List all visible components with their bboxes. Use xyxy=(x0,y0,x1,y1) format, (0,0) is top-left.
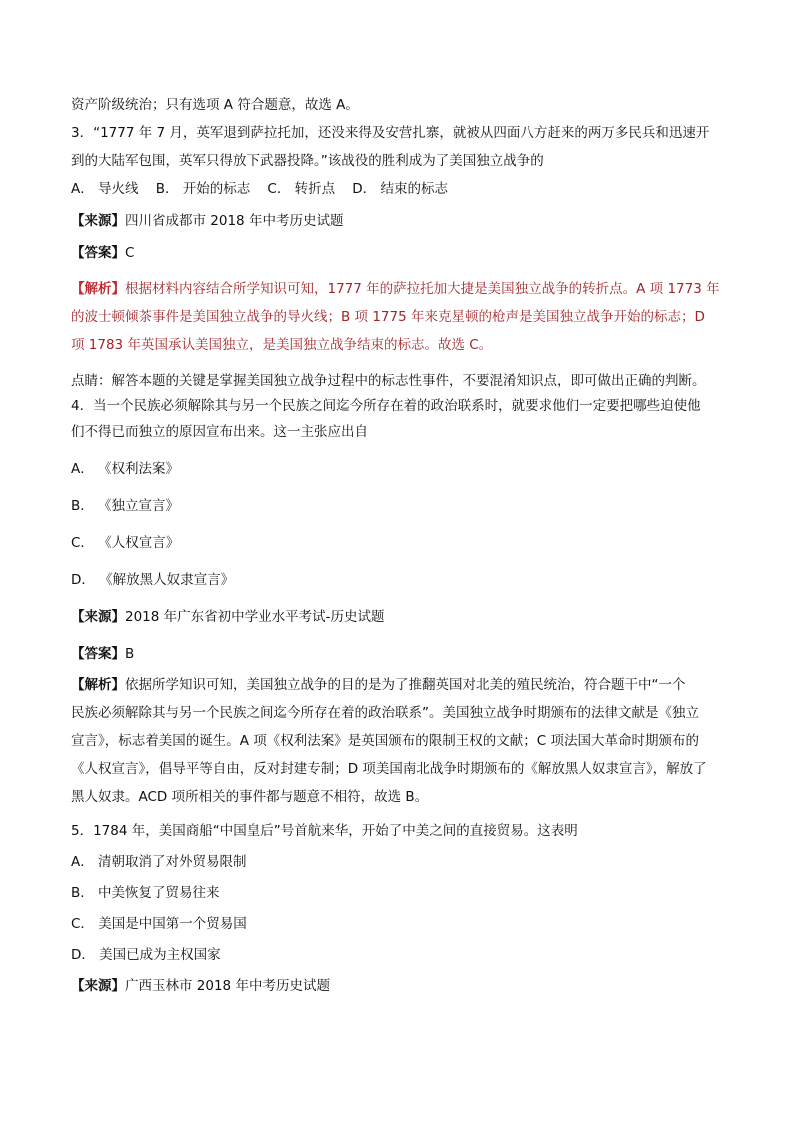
question-5-option-b: B． 中美恢复了贸易往来 xyxy=(71,885,220,901)
question-5-option-a: A． 清朝取消了对外贸易限制 xyxy=(71,854,247,870)
source-text: 2018 年广东省初中学业水平考试-历史试题 xyxy=(125,609,385,625)
analysis-line-1: 依据所学知识可知，美国独立战争的目的是为了推翻英国对北美的殖民统治，符合题干中“一个 xyxy=(125,677,686,693)
question-5-stem: 5．1784 年，美国商船“中国皇后”号首航来华，开始了中美之间的直接贸易。这表明 xyxy=(71,823,578,839)
analysis-line-4: 《人权宣言》，倡导平等自由，反对封建专制；D 项美国南北战争时期颁布的《解放黑人奴隶宣言》，解放了 xyxy=(71,761,707,777)
analysis-line-3: 宣言》，标志着美国的诞生。A 项《权利法案》是英国颁布的限制王权的文献；C 项法国大革命时期颁布的 xyxy=(71,733,699,749)
question-3 xyxy=(71,123,731,391)
source-label: 【来源】 xyxy=(71,978,125,994)
question-5-source xyxy=(71,976,731,996)
question-3-stem-line-2: 到的大陆军包围，英军只得放下武器投降。”该战役的胜利成为了美国独立战争的 xyxy=(71,153,544,169)
question-4-option-b: B． 《独立宣言》 xyxy=(71,498,180,514)
answer-label: 【答案】 xyxy=(71,245,125,261)
document-page xyxy=(71,95,731,996)
source-label: 【来源】 xyxy=(71,609,125,625)
question-4-option-c: C． 《人权宣言》 xyxy=(71,535,180,551)
question-3-analysis xyxy=(71,275,731,359)
answer-value: B xyxy=(125,646,135,662)
answer-value: C xyxy=(125,245,135,261)
analysis-line-5: 黑人奴隶。ACD 项所相关的事件都与题意不相符，故选 B。 xyxy=(71,789,429,805)
previous-answer-tail: 资产阶级统治；只有选项 A 符合题意，故选 A。 xyxy=(71,97,359,113)
analysis-line-1: 根据材料内容结合所学知识可知，1777 年的萨拉托加大捷是美国独立战争的转折点。A 项 1773 年 xyxy=(125,281,720,297)
source-label: 【来源】 xyxy=(71,213,125,229)
question-5-option-d: D． 美国已成为主权国家 xyxy=(71,947,221,963)
question-4-stem-line-1: 4．当一个民族必须解除其与另一个民族之间迄今所存在着的政治联系时，就要求他们一定要把哪些迫使他 xyxy=(71,398,701,414)
question-4-answer xyxy=(71,641,731,667)
question-4 xyxy=(71,393,731,811)
analysis-line-3: 项 1783 年英国承认美国独立，是美国独立战争结束的标志。故选 C。 xyxy=(71,337,493,353)
question-3-options: A． 导火线 B． 开始的标志 C． 转折点 D． 结束的标志 xyxy=(71,181,448,197)
source-text: 广西玉林市 2018 年中考历史试题 xyxy=(125,978,330,994)
analysis-line-2: 民族必须解除其与另一个民族之间迄今所存在着的政治联系”。美国独立战争时期颁布的法律文献是《独立 xyxy=(71,705,699,721)
question-4-source xyxy=(71,604,731,630)
answer-label: 【答案】 xyxy=(71,646,125,662)
analysis-label: 【解析】 xyxy=(71,677,125,693)
question-5 xyxy=(71,821,731,996)
question-3-tip: 点睛：解答本题的关键是掌握美国独立战争过程中的标志性事件，不要混淆知识点，即可做出正确的判断。 xyxy=(71,373,706,389)
analysis-line-2: 的波士顿倾茶事件是美国独立战争的导火线；B 项 1775 年来克星顿的枪声是美国独立战争开始的标志；D xyxy=(71,309,705,325)
source-text: 四川省成都市 2018 年中考历史试题 xyxy=(125,213,344,229)
question-3-answer xyxy=(71,243,731,263)
question-4-option-d: D． 《解放黑人奴隶宣言》 xyxy=(71,572,235,588)
question-5-option-c: C． 美国是中国第一个贸易国 xyxy=(71,916,247,932)
question-3-stem-line-1: 3．“1777 年 7 月，英军退到萨拉托加，还没来得及安营扎寨，就被从四面八方赶来的两万多民兵和迅速开 xyxy=(71,125,710,141)
question-4-stem-line-2: 们不得已而独立的原因宣布出来。这一主张应出自 xyxy=(71,424,368,440)
question-3-source xyxy=(71,211,731,231)
analysis-label: 【解析】 xyxy=(71,281,125,297)
question-4-analysis xyxy=(71,671,731,811)
question-4-option-a: A． 《权利法案》 xyxy=(71,461,180,477)
